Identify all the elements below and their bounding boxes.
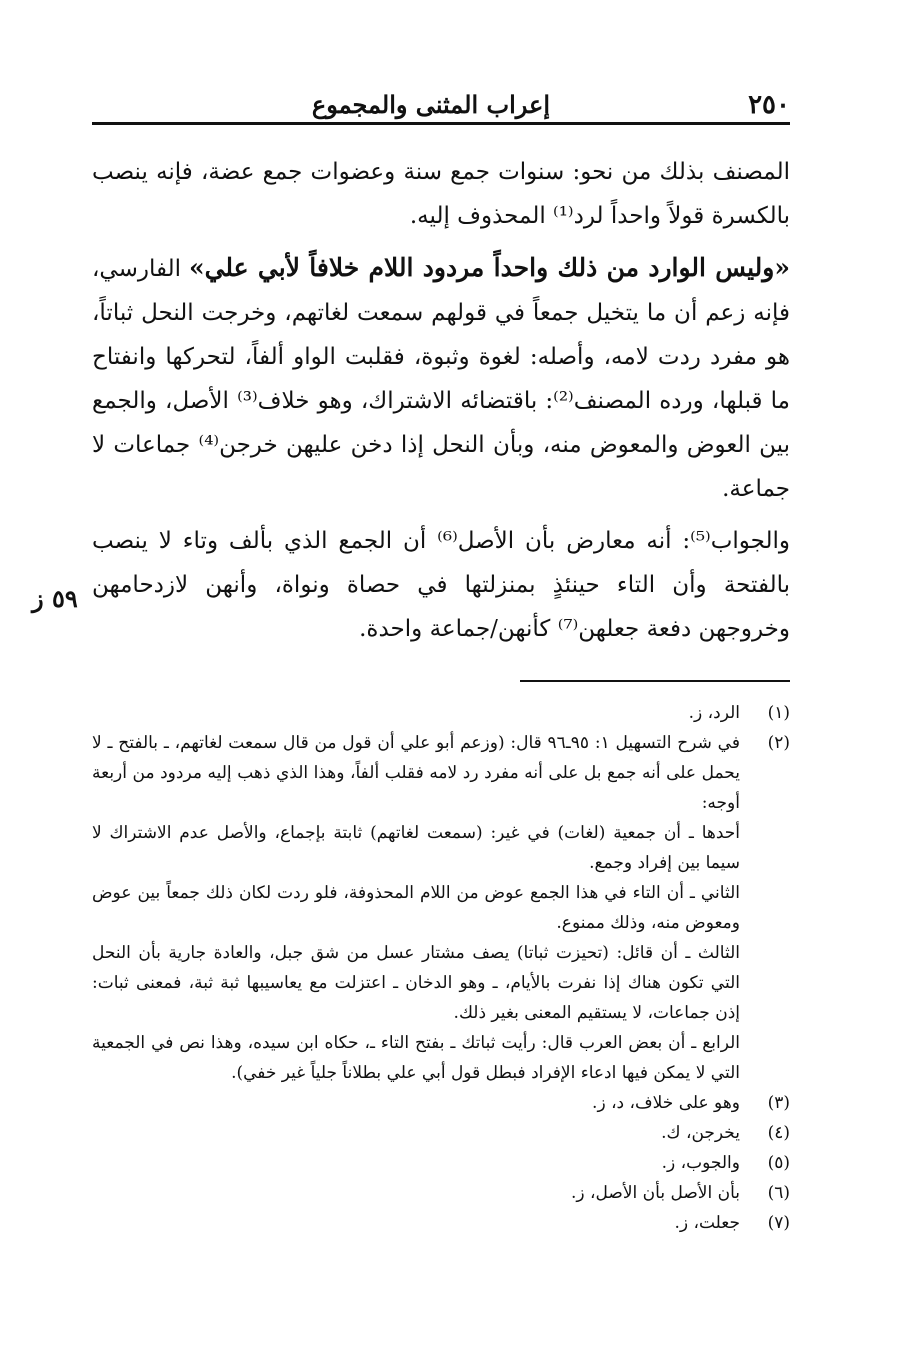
footnote-7 — [92, 1208, 790, 1238]
footnote-number: (٣) — [767, 1093, 790, 1113]
footnote-text: بأن الأصل بأن الأصل، ز. — [571, 1183, 740, 1203]
footnote-2 — [92, 728, 790, 818]
footnote-4 — [92, 1118, 790, 1148]
footnote-text: في شرح التسهيل ١: ٩٥ـ٩٦ قال: (وزعم أبو علي أن قول من قال سمعت لغاتهم، ـ بالفتح ـ لا يحمل على أنه جمع بل على أنه مفرد رد لامه فقلب ألفاً، وهذا الذي ذهب إليه مردود من أربعة أوجه: — [92, 733, 740, 813]
paragraph-3: والجواب⁽⁵⁾: أنه معارض بأن الأصل⁽⁶⁾ أن الجمع الذي بألف وتاء لا ينصب بالفتحة وأن التاء حينئذٍ بمنزلتها في حصاة ونواة، وأنهن لازدحامهن وخروجهن دفعة جعلهن⁽⁷⁾ كأنهن/جماعة واحدة. — [92, 528, 790, 642]
margin-note: ٥٩ ز — [32, 584, 78, 613]
footnote-text: جعلت، ز. — [674, 1213, 740, 1233]
footnote-6 — [92, 1178, 790, 1208]
footnote-number: (١) — [767, 703, 790, 723]
running-title: إعراب المثنى والمجموع — [311, 90, 550, 119]
footnote-text: يخرجن، ك. — [661, 1123, 740, 1143]
footnote-text: وهو على خلاف، د، ز. — [592, 1093, 740, 1113]
paragraph-2-text: الفارسي، فإنه زعم أن ما يتخيل جمعاً في قولهم سمعت لغاتهم، وخرجت النحل ثباتاً، هو مفرد ردت لامه، وأصله: لغوة وثبوة، فقلبت الواو ألفاً، لتحركها وانفتاح ما قبلها، ورده المصنف⁽²⁾: باقتضائه الاشتراك، وهو خلاف⁽³⁾ الأصل، والجمع بين العوض والمعوض منه، وبأن النحل إذا دخن عليهن خرجن⁽⁴⁾ جماعات لا جماعة. — [92, 256, 791, 502]
footnote-rule — [520, 680, 790, 682]
paragraph-1: المصنف بذلك من نحو: سنوات جمع سنة وعضوات جمع عضة، فإنه ينصب بالكسرة قولاً واحداً لرد⁽¹⁾ المحذوف إليه. — [92, 159, 790, 229]
main-text — [92, 150, 790, 651]
footnote-2-point-4: الرابع ـ أن بعض العرب قال: رأيت ثباتك ـ بفتح التاء ـ، حكاه ابن سيده، وهذا نص في الجمعية التي لا يمكن فيها ادعاء الإفراد فبطل قول أبي علي بطلاناً جلياً غير خفي). — [92, 1033, 740, 1083]
footnote-number: (٦) — [767, 1183, 790, 1203]
footnote-3 — [92, 1088, 790, 1118]
footnote-2-point-3: الثالث ـ أن قائل: (تحيزت ثباتا) يصف مشتار عسل من شق جبل، والعادة جارية بأن النحل التي تكون هناك إذا نفرت بالأيام، ـ وهو الدخان ـ اعتزلت مع يعاسيبها ثبة ثبة، فمعنى ثبات: إذن جماعات، لا يستقيم المعنى بغير ذلك. — [92, 943, 740, 1023]
footnote-text: الرد، ز. — [688, 703, 740, 723]
quoted-matn: «وليس الوارد من ذلك واحداً مردود اللام خلافاً لأبي علي» — [188, 253, 790, 282]
paragraph-2 — [92, 246, 790, 511]
page-header — [92, 88, 790, 122]
footnote-text: والجوب، ز. — [661, 1153, 740, 1173]
footnote-1 — [92, 698, 790, 728]
header-rule — [92, 122, 790, 125]
footnote-2-point-1: أحدها ـ أن جمعية (لغات) في غير: (سمعت لغاتهم) ثابتة بإجماع، والأصل عدم الاشتراك لا سيما بين إفراد وجمع. — [92, 823, 740, 873]
footnote-2-point-2: الثاني ـ أن التاء في هذا الجمع عوض من اللام المحذوفة، فلو ردت لكان ذلك جمعاً بين عوض ومعوض منه، وذلك ممنوع. — [92, 883, 740, 933]
footnote-number: (٢) — [767, 733, 790, 753]
footnote-number: (٥) — [767, 1153, 790, 1173]
footnote-5 — [92, 1148, 790, 1178]
footnote-number: (٤) — [767, 1123, 790, 1143]
page-number: ٢٥٠ — [748, 90, 790, 120]
footnote-number: (٧) — [767, 1213, 790, 1233]
footnotes — [92, 698, 790, 1238]
